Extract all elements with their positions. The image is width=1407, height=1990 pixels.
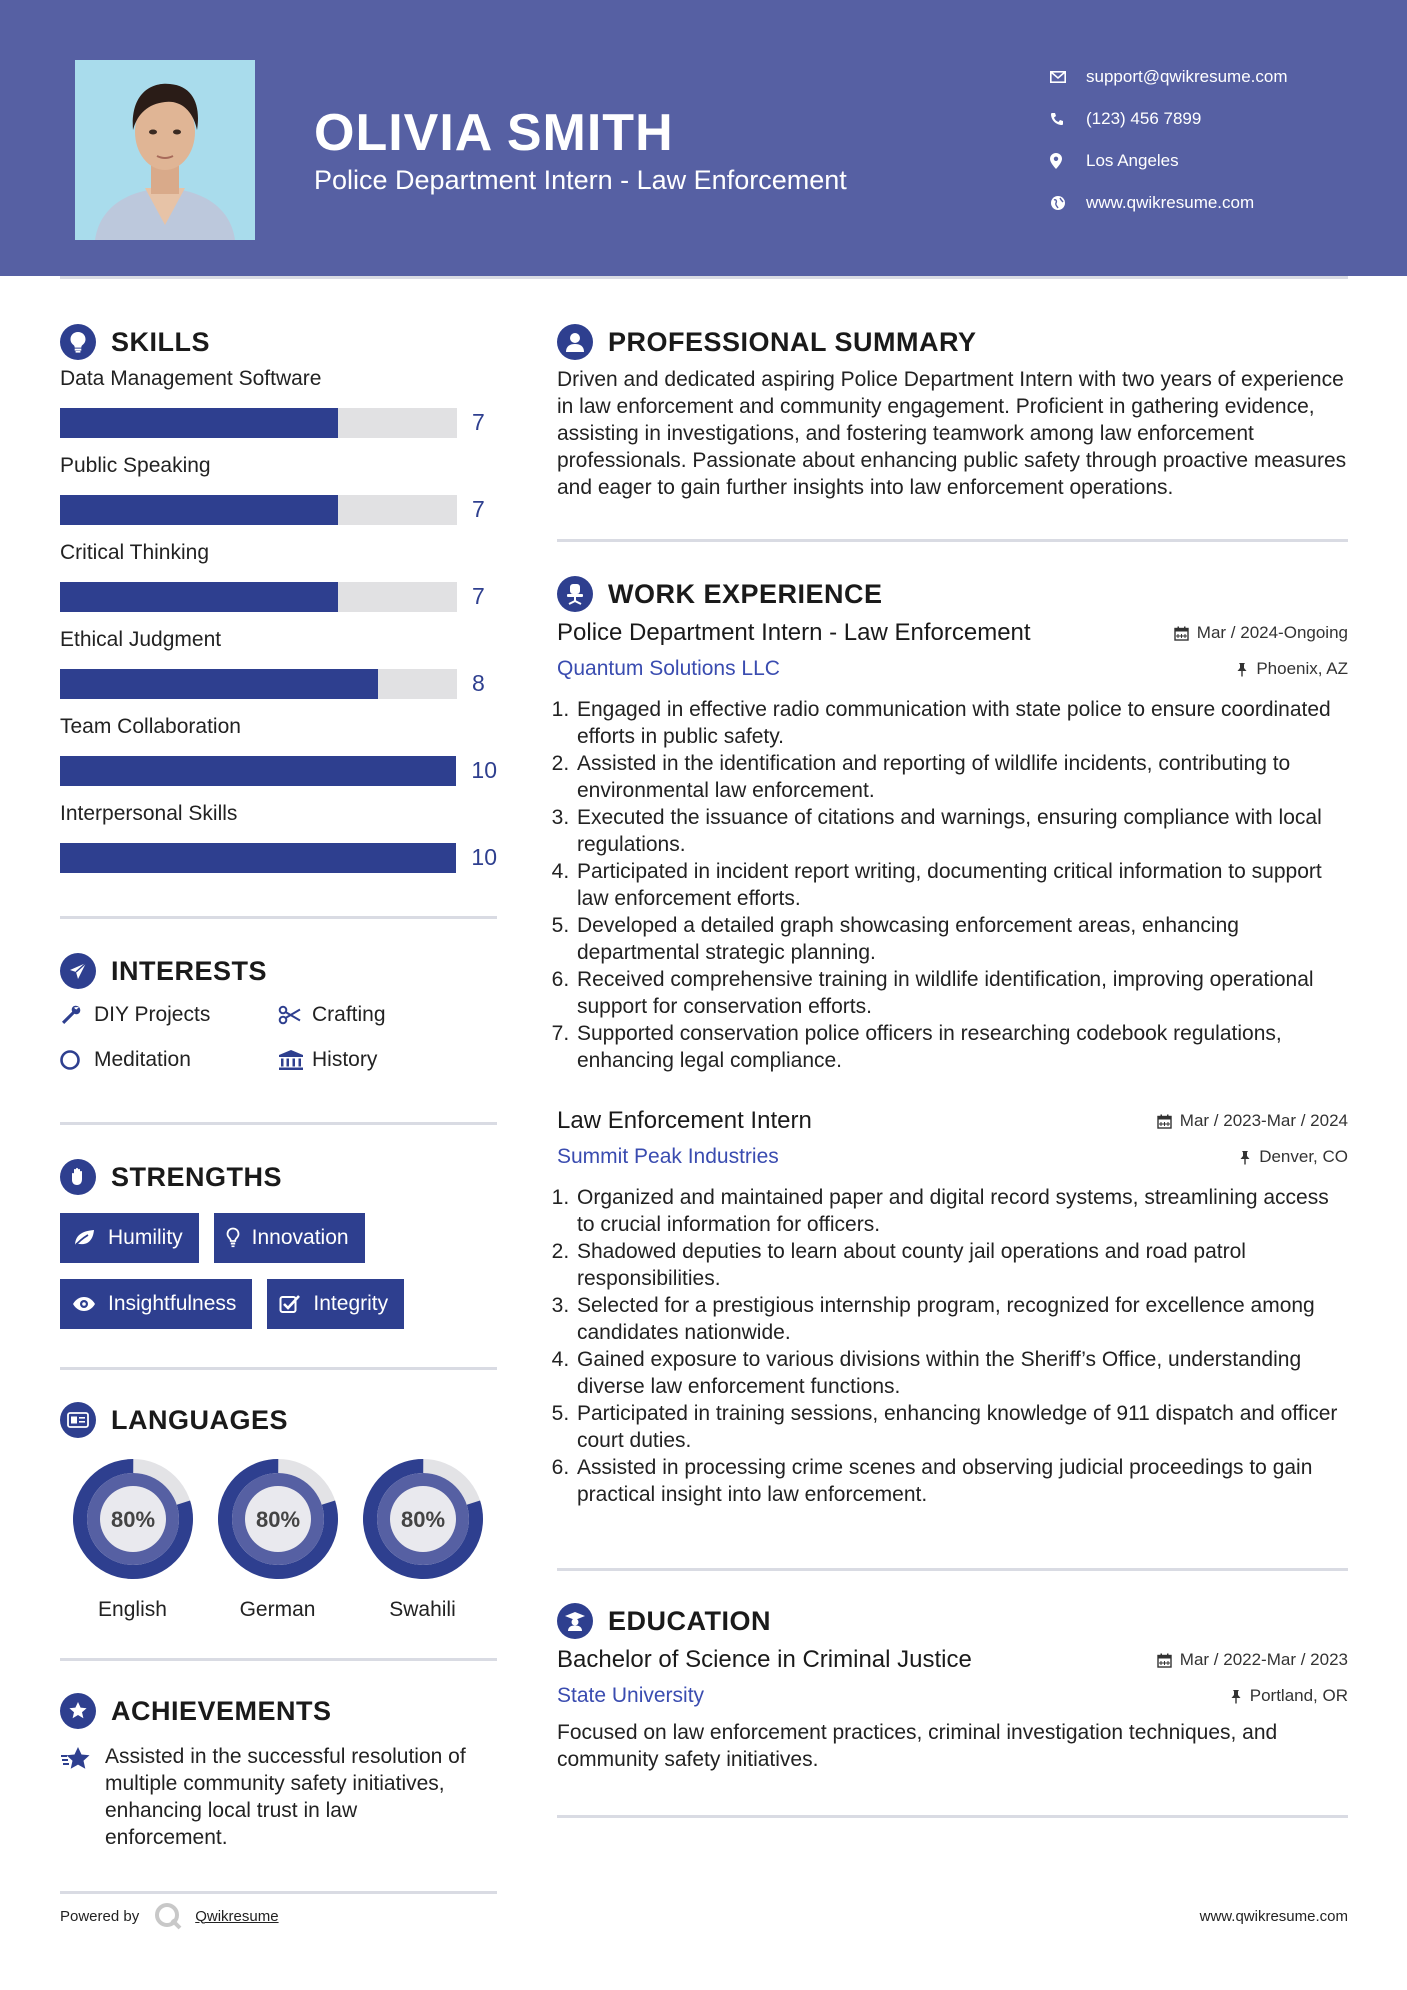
contact-phone-text: (123) 456 7899 [1086, 109, 1202, 128]
duties-list [557, 696, 1348, 1074]
candidate-title: Police Department Intern - Law Enforcement [314, 165, 847, 195]
pushpin-icon [1239, 1150, 1251, 1165]
strengths-heading: STRENGTHS [111, 1161, 283, 1192]
contact-location [1050, 140, 1288, 182]
job-location [1239, 1147, 1348, 1167]
skill-item [60, 364, 497, 451]
skill-item [60, 712, 497, 799]
contact-location-text: Los Angeles [1086, 151, 1179, 170]
duty-item: 7. Supported conservation police officers in researching codebook regulations, enhancing legal compliance. [575, 1020, 1348, 1074]
footer-website[interactable]: www.qwikresume.com [1199, 1907, 1348, 1925]
skill-label: Ethical Judgment [60, 628, 222, 651]
section-divider [60, 1658, 497, 1661]
languages-section [60, 1398, 497, 1622]
duty-item: 3. Executed the issuance of citations and warnings, ensuring compliance with local regulations. [575, 804, 1348, 858]
job-location-text: Denver, CO [1259, 1147, 1348, 1166]
strengths-section [60, 1155, 497, 1329]
skill-value: 7 [472, 496, 485, 522]
job-dates-text: Mar / 2024-Ongoing [1196, 623, 1348, 642]
education-dates [1157, 1650, 1348, 1670]
interest-label: Crafting [312, 1002, 386, 1026]
job-entry [557, 1104, 1348, 1508]
interest-item [60, 999, 278, 1030]
interest-item [278, 1044, 478, 1075]
calendar-icon [1157, 1114, 1172, 1129]
section-divider [60, 916, 497, 919]
leaf-icon [72, 1228, 96, 1248]
language-percent: 80% [110, 1507, 155, 1532]
section-divider [557, 1815, 1348, 1818]
school-name: State University [557, 1684, 705, 1707]
skills-section [60, 320, 497, 886]
strength-label: Innovation [251, 1226, 349, 1249]
contact-email[interactable] [1050, 56, 1288, 98]
contact-phone[interactable] [1050, 98, 1288, 140]
skill-value: 8 [472, 670, 485, 696]
qwikresume-logo-icon [153, 1901, 183, 1931]
section-divider [557, 539, 1348, 542]
skill-bar-track [60, 408, 457, 438]
strength-tag [60, 1279, 252, 1329]
skill-meter [60, 394, 497, 451]
calendar-icon [1174, 626, 1189, 641]
location-pin-icon [1050, 153, 1086, 169]
duties-list [557, 1184, 1348, 1508]
interests-section [60, 949, 497, 1075]
duty-item: 4. Participated in incident report writing, documenting critical information to support law enforcement efforts. [575, 858, 1348, 912]
right-column [557, 320, 1348, 1818]
skill-item [60, 451, 497, 538]
duty-item: 1. Engaged in effective radio communication with state police to ensure coordinated efforts in public safety. [575, 696, 1348, 750]
graduate-icon [557, 1603, 593, 1639]
duty-item: 4. Gained exposure to various divisions within the Sheriff’s Office, understanding diverse law enforcement functions. [575, 1346, 1348, 1400]
checkbox-icon [279, 1294, 301, 1314]
job-dates-text: Mar / 2023-Mar / 2024 [1179, 1111, 1348, 1130]
duty-item: 3. Selected for a prestigious internship program, recognized for excellence among candidates nationwide. [575, 1292, 1348, 1346]
job-title: Law Enforcement Intern [557, 1107, 812, 1134]
duty-item: 5. Participated in training sessions, enhancing knowledge of 911 dispatch and officer court duties. [575, 1400, 1348, 1454]
contact-website[interactable] [1050, 182, 1288, 224]
skill-label: Critical Thinking [60, 541, 209, 564]
achievement-text: Assisted in the successful resolution of multiple community safety initiatives, enhancing local trust in law enforcement. [105, 1745, 466, 1849]
language-label: German [239, 1598, 316, 1621]
duty-item: 5. Developed a detailed graph showcasing enforcement areas, enhancing departmental strategic planning. [575, 912, 1348, 966]
language-card-icon [60, 1402, 96, 1438]
skills-heading: SKILLS [111, 326, 211, 357]
job-location [1236, 659, 1348, 679]
experience-heading: WORK EXPERIENCE [608, 578, 883, 609]
language-ring [362, 1458, 484, 1580]
strength-label: Integrity [313, 1292, 389, 1315]
strength-label: Humility [108, 1226, 183, 1249]
phone-icon [1050, 112, 1086, 126]
section-divider [60, 1891, 497, 1894]
calendar-icon [1157, 1653, 1172, 1668]
skill-label: Data Management Software [60, 367, 322, 390]
interest-item [278, 999, 478, 1030]
summary-text: Driven and dedicated aspiring Police Department Intern with two years of experience in law enforcement and community engagement. Proficient in gathering evidence, assisting in investigations, and fostering teamwork among law enforcement professionals. Passionate about enhancing public safety through proactive measures and eager to gain further insights into law enforcement operations. [557, 368, 1347, 499]
globe-icon [1050, 195, 1086, 211]
lightbulb-icon [60, 324, 96, 360]
eye-icon [72, 1296, 96, 1312]
interest-label: DIY Projects [94, 1002, 211, 1026]
skill-bar-track [60, 756, 456, 786]
company-name: Quantum Solutions LLC [557, 657, 780, 680]
paper-plane-icon [60, 953, 96, 989]
qwikresume-link[interactable]: Qwikresume [195, 1907, 279, 1925]
skill-bar-track [60, 843, 456, 873]
experience-section [557, 572, 1348, 1508]
lightbulb-icon [226, 1227, 240, 1249]
skill-bar-track [60, 669, 457, 699]
skill-label: Public Speaking [60, 454, 211, 477]
header-divider [60, 276, 1348, 279]
circle-icon [60, 1049, 94, 1071]
museum-icon [278, 1049, 312, 1071]
skill-value: 10 [471, 844, 497, 870]
skill-bar-fill [60, 495, 338, 525]
skill-bar-fill [60, 582, 338, 612]
resume-header [0, 0, 1407, 276]
star-badge-icon [60, 1693, 96, 1729]
powered-by-label: Powered by [60, 1907, 140, 1925]
powered-by [60, 1901, 279, 1931]
duty-item: 6. Received comprehensive training in wildlife identification, improving operational support for conservation efforts. [575, 966, 1348, 1020]
duty-item: 1. Organized and maintained paper and digital record systems, streamlining access to crucial information for officers. [575, 1184, 1348, 1238]
skill-meter [60, 655, 497, 712]
skills-list [60, 364, 497, 886]
section-divider [60, 1367, 497, 1370]
achievement-item [60, 1743, 497, 1851]
interest-label: History [312, 1047, 378, 1071]
education-section [557, 1599, 1348, 1773]
company-name: Summit Peak Industries [557, 1145, 779, 1168]
section-divider [60, 1122, 497, 1125]
degree-title: Bachelor of Science in Criminal Justice [557, 1646, 972, 1673]
skill-meter [60, 829, 497, 886]
skill-item [60, 625, 497, 712]
scissors-icon [278, 1005, 312, 1025]
skill-meter [60, 742, 497, 799]
strength-tag [267, 1279, 404, 1329]
language-label: Swahili [389, 1598, 456, 1621]
left-column [60, 320, 497, 1894]
contact-website-text: www.qwikresume.com [1086, 193, 1255, 212]
strength-tag [214, 1213, 365, 1263]
strength-label: Insightfulness [108, 1292, 237, 1315]
education-description: Focused on law enforcement practices, criminal investigation techniques, and community safety initiatives. [557, 1721, 1278, 1771]
language-percent: 80% [400, 1507, 445, 1532]
skill-value: 7 [472, 583, 485, 609]
language-label: English [98, 1598, 167, 1621]
pushpin-icon [1230, 1689, 1242, 1704]
candidate-name: OLIVIA SMITH [314, 104, 674, 162]
skill-meter [60, 568, 497, 625]
footer [60, 1898, 1348, 1934]
education-heading: EDUCATION [608, 1605, 771, 1636]
wrench-icon [60, 1004, 94, 1026]
achievements-heading: ACHIEVEMENTS [111, 1695, 332, 1726]
contact-email-text: support@qwikresume.com [1086, 67, 1288, 86]
skill-bar-track [60, 582, 457, 612]
interests-list [60, 999, 497, 1075]
strengths-list [60, 1213, 497, 1329]
skill-item [60, 799, 497, 886]
skill-value: 7 [472, 409, 485, 435]
skill-bar-fill [60, 843, 456, 873]
duty-item: 2. Assisted in the identification and reporting of wildlife incidents, contributing to environmental law enforcement. [575, 750, 1348, 804]
language-item [205, 1458, 350, 1622]
interests-heading: INTERESTS [111, 955, 268, 986]
language-ring [72, 1458, 194, 1580]
skill-bar-fill [60, 669, 378, 699]
skill-bar-fill [60, 408, 338, 438]
skill-bar-track [60, 495, 457, 525]
language-ring [217, 1458, 339, 1580]
skill-label: Team Collaboration [60, 715, 241, 738]
achievements-section [60, 1689, 497, 1851]
education-dates-text: Mar / 2022-Mar / 2023 [1179, 1650, 1348, 1669]
interest-item [60, 1044, 278, 1075]
user-icon [557, 324, 593, 360]
section-divider [557, 1568, 1348, 1571]
language-item [350, 1458, 495, 1622]
job-entry [557, 616, 1348, 1074]
skill-label: Interpersonal Skills [60, 802, 238, 825]
languages-heading: LANGUAGES [111, 1404, 289, 1435]
duty-item: 2. Shadowed deputies to learn about county jail operations and road patrol responsibilities. [575, 1238, 1348, 1292]
job-location-text: Phoenix, AZ [1256, 659, 1348, 678]
summary-section [557, 320, 1348, 501]
contact-list [1050, 56, 1288, 224]
summary-heading: PROFESSIONAL SUMMARY [608, 326, 977, 357]
education-location-text: Portland, OR [1249, 1686, 1348, 1705]
skill-bar-fill [60, 756, 456, 786]
skill-item [60, 538, 497, 625]
profile-photo [75, 60, 255, 240]
languages-list [60, 1458, 497, 1622]
envelope-icon [1050, 71, 1086, 83]
office-chair-icon [557, 576, 593, 612]
skill-value: 10 [471, 757, 497, 783]
strength-tag [60, 1213, 199, 1263]
language-item [60, 1458, 205, 1622]
language-percent: 80% [255, 1507, 300, 1532]
education-location [1230, 1686, 1348, 1706]
pushpin-icon [1236, 662, 1248, 677]
raised-fist-icon [60, 1159, 96, 1195]
star-icon [60, 1743, 105, 1851]
skill-meter [60, 481, 497, 538]
job-title: Police Department Intern - Law Enforcement [557, 619, 1031, 646]
interest-label: Meditation [94, 1047, 191, 1071]
duty-item: 6. Assisted in processing crime scenes and observing judicial proceedings to gain practical insight into law enforcement. [575, 1454, 1348, 1508]
job-dates [1174, 623, 1348, 643]
job-dates [1157, 1111, 1348, 1131]
